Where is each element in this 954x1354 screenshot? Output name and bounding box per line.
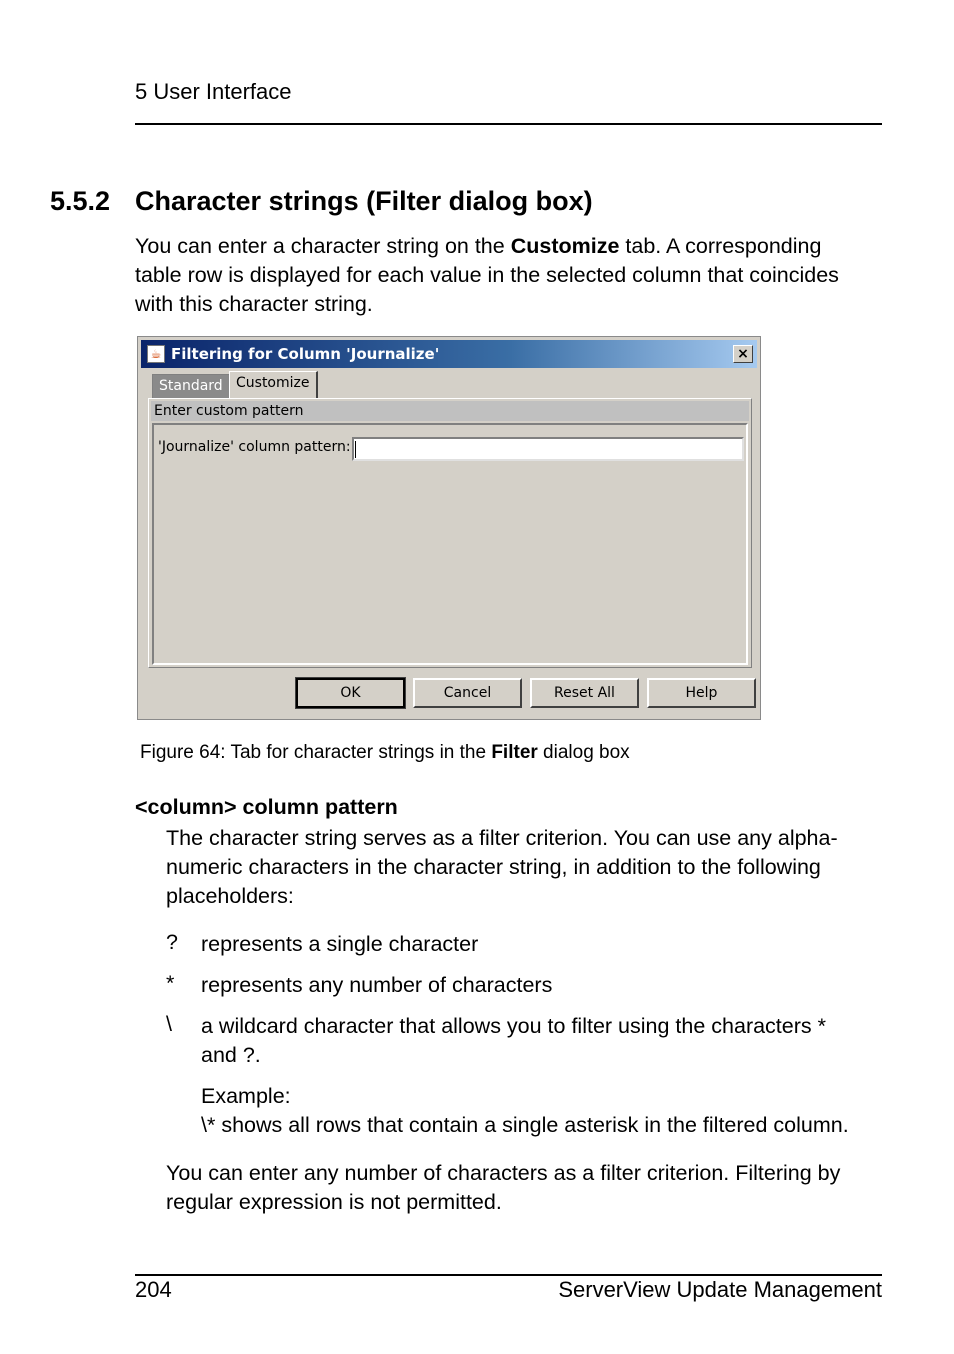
placeholder-text: represents any number of characters xyxy=(201,973,553,997)
placeholder-symbol: * xyxy=(166,971,175,995)
tab-standard[interactable]: Standard xyxy=(152,374,230,398)
placeholder-text: represents a single character xyxy=(201,932,479,956)
tab-customize[interactable]: Customize xyxy=(229,371,318,399)
filter-dialog-screenshot xyxy=(137,336,761,720)
pattern-input[interactable] xyxy=(352,437,744,461)
term-heading: <column> column pattern xyxy=(135,795,398,819)
section-number: 5.5.2 xyxy=(50,186,111,216)
dialog-title: Filtering for Column 'Journalize' xyxy=(171,345,440,363)
panel-title: Enter custom pattern xyxy=(151,401,749,421)
placeholder-text: a wildcard character that allows you to filter using the characters * and ?. xyxy=(201,1014,826,1067)
placeholder-symbol: \ xyxy=(166,1012,172,1036)
footer-rule xyxy=(135,1274,882,1276)
header-rule xyxy=(135,123,882,125)
ok-button[interactable]: OK xyxy=(296,678,405,708)
close-icon[interactable]: × xyxy=(733,345,753,363)
cancel-button[interactable]: Cancel xyxy=(413,678,522,708)
product-name: ServerView Update Management xyxy=(558,1277,882,1302)
example-label: Example: xyxy=(201,1084,291,1108)
page-number: 204 xyxy=(135,1277,172,1302)
custom-pattern-panel xyxy=(148,398,752,668)
dialog-titlebar xyxy=(141,340,757,368)
panel-content xyxy=(152,423,748,665)
intro-paragraph: You can enter a character string on the Customize tab. A corresponding table row is displayed for each value in the selected column that coincides with this character string. xyxy=(135,234,839,316)
figure-caption: Figure 64: Tab for character strings in the Filter dialog box xyxy=(140,742,630,763)
term-description: The character string serves as a filter criterion. You can use any alpha-numeric characters in the character string, in addition to the following placeholders: xyxy=(166,826,838,908)
running-header: 5 User Interface xyxy=(135,79,292,104)
section-title: Character strings (Filter dialog box) xyxy=(135,186,593,216)
text-caret xyxy=(355,441,356,458)
help-button[interactable]: Help xyxy=(647,678,756,708)
java-app-icon: ☕ xyxy=(147,345,165,363)
example-text: \* shows all rows that contain a single asterisk in the filtered column. xyxy=(201,1113,849,1137)
placeholder-symbol: ? xyxy=(166,930,178,954)
reset-all-button[interactable]: Reset All xyxy=(530,678,639,708)
closing-paragraph: You can enter any number of characters as a filter criterion. Filtering by regular expression is not permitted. xyxy=(166,1161,841,1214)
pattern-label: 'Journalize' column pattern: xyxy=(158,439,351,455)
